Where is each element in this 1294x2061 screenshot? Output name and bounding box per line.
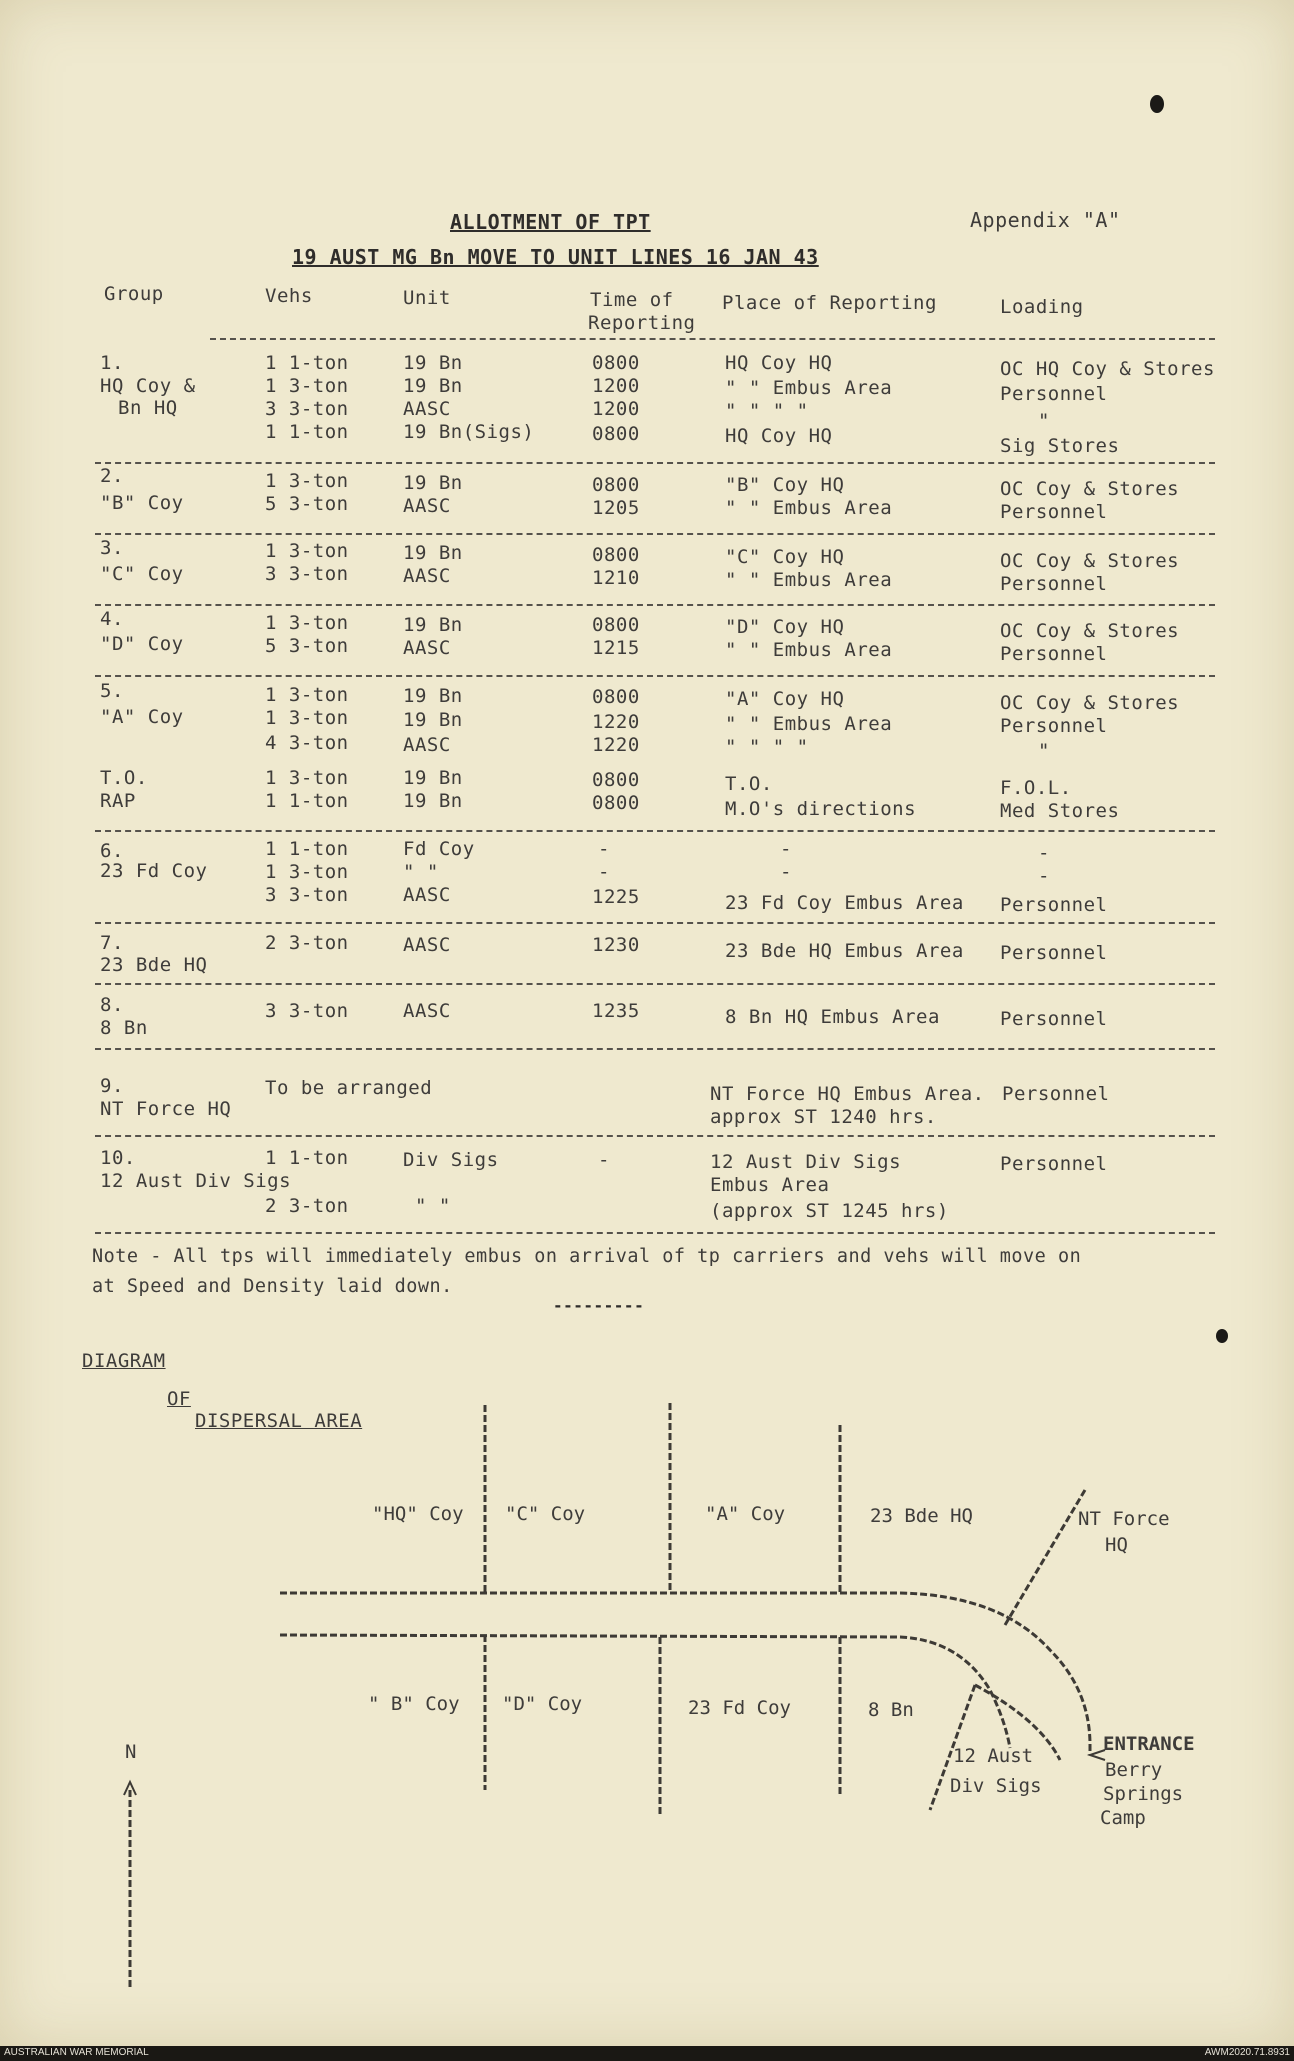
group-name: 8 Bn xyxy=(100,1017,148,1039)
place-cell: Embus Area xyxy=(710,1174,830,1196)
vehs-cell: 2 3-ton xyxy=(265,1195,349,1217)
unit-cell: AASC xyxy=(403,734,451,756)
place-cell: T.O. xyxy=(725,773,773,795)
column-header-group: Group xyxy=(104,283,164,305)
label-berry: Berry xyxy=(1105,1759,1163,1781)
place-cell: 23 Bde HQ Embus Area xyxy=(725,940,964,962)
label-hq-coy: "HQ" Coy xyxy=(372,1503,464,1525)
label-north: N xyxy=(125,1741,137,1763)
group-name: "D" Coy xyxy=(100,633,184,655)
time-cell: 0800 xyxy=(592,769,640,791)
label-a-coy: "A" Coy xyxy=(705,1503,786,1525)
column-header-unit: Unit xyxy=(403,287,451,309)
unit-cell: 19 Bn xyxy=(403,352,463,374)
group-number: 10. xyxy=(100,1147,136,1169)
group-number: T.O. xyxy=(100,767,148,789)
column-header-place: Place of Reporting xyxy=(722,292,937,314)
place-cell: " " " " xyxy=(725,400,809,422)
group-name: "B" Coy xyxy=(100,492,184,514)
vehs-cell: 1 3-ton xyxy=(265,684,349,706)
unit-cell: 19 Bn xyxy=(403,767,463,789)
unit-cell: " " xyxy=(403,861,439,883)
time-cell: 1235 xyxy=(592,1000,640,1022)
group-name: "A" Coy xyxy=(100,706,184,728)
label-nt-force: NT Force xyxy=(1078,1508,1170,1530)
group-name: "C" Coy xyxy=(100,563,184,585)
loading-cell: Personnel xyxy=(1000,715,1108,737)
loading-cell: Med Stores xyxy=(1000,800,1120,822)
loading-cell: Personnel xyxy=(1000,501,1108,523)
vehs-cell: 1 3-ton xyxy=(265,707,349,729)
loading-cell: OC Coy & Stores xyxy=(1000,692,1180,714)
vehs-cell: 5 3-ton xyxy=(265,635,349,657)
time-cell: 0800 xyxy=(592,614,640,636)
label-nt-force-hq: HQ xyxy=(1105,1534,1128,1556)
special-arrangement: To be arranged xyxy=(265,1077,433,1099)
vehs-cell: 1 3-ton xyxy=(265,375,349,397)
group-name: 12 Aust Div Sigs xyxy=(100,1170,292,1192)
vehs-cell: 1 1-ton xyxy=(265,1147,349,1169)
diagram-title: OF xyxy=(167,1388,191,1410)
place-cell: HQ Coy HQ xyxy=(725,425,833,447)
unit-cell: AASC xyxy=(403,934,451,956)
unit-cell: AASC xyxy=(403,398,451,420)
time-cell: 1225 xyxy=(592,886,640,908)
loading-cell: Personnel xyxy=(1000,1153,1108,1175)
time-cell: 1230 xyxy=(592,934,640,956)
group-name: 23 Bde HQ xyxy=(100,954,208,976)
loading-cell: - xyxy=(1038,842,1050,864)
document-subtitle: 19 AUST MG Bn MOVE TO UNIT LINES 16 JAN 43 xyxy=(292,245,819,269)
time-cell: 0800 xyxy=(592,792,640,814)
unit-cell: 19 Bn xyxy=(403,614,463,636)
loading-cell: OC Coy & Stores xyxy=(1000,550,1180,572)
unit-cell: AASC xyxy=(403,637,451,659)
vehs-cell: 1 3-ton xyxy=(265,767,349,789)
label-8-bn: 8 Bn xyxy=(868,1699,914,1721)
place-cell: " " Embus Area xyxy=(725,497,893,519)
column-header-loading: Loading xyxy=(1000,296,1084,318)
loading-cell: Personnel xyxy=(1002,1083,1110,1105)
vehs-cell: 1 1-ton xyxy=(265,838,349,860)
loading-cell: Personnel xyxy=(1000,383,1108,405)
time-cell: 1215 xyxy=(592,637,640,659)
appendix-label: Appendix "A" xyxy=(970,208,1121,232)
time-cell: 1205 xyxy=(592,497,640,519)
loading-cell: OC Coy & Stores xyxy=(1000,478,1180,500)
unit-cell: " " xyxy=(415,1195,451,1217)
label-camp: Camp xyxy=(1100,1807,1146,1829)
diagram-title: DIAGRAM xyxy=(82,1350,166,1372)
road-upper-edge xyxy=(280,1593,1090,1755)
unit-cell: Div Sigs xyxy=(403,1149,499,1171)
place-cell: - xyxy=(780,838,792,860)
time-cell: 0800 xyxy=(592,544,640,566)
label-entrance: ENTRANCE xyxy=(1103,1733,1195,1755)
group-number: 2. xyxy=(100,465,124,487)
place-cell: NT Force HQ Embus Area. xyxy=(710,1083,985,1105)
unit-cell: AASC xyxy=(403,495,451,517)
place-cell: " " Embus Area xyxy=(725,639,893,661)
column-header-time-2: Reporting xyxy=(588,312,696,334)
vehs-cell: 4 3-ton xyxy=(265,732,349,754)
place-cell: "A" Coy HQ xyxy=(725,688,845,710)
time-cell: - xyxy=(598,838,610,860)
vehs-cell: 3 3-ton xyxy=(265,563,349,585)
time-cell: 0800 xyxy=(592,423,640,445)
time-cell: 0800 xyxy=(592,474,640,496)
track-nt-force xyxy=(1005,1490,1085,1625)
note-separator: --------- xyxy=(553,1296,645,1315)
group-name: RAP xyxy=(100,790,136,812)
unit-cell: AASC xyxy=(403,1000,451,1022)
place-cell: " " Embus Area xyxy=(725,377,893,399)
group-name: HQ Coy & xyxy=(100,375,196,397)
group-name: Bn HQ xyxy=(118,397,178,419)
label-div-sigs: Div Sigs xyxy=(950,1775,1042,1797)
vehs-cell: 1 3-ton xyxy=(265,540,349,562)
place-cell: "B" Coy HQ xyxy=(725,474,845,496)
label-springs: Springs xyxy=(1103,1783,1184,1805)
footer-institution: AUSTRALIAN WAR MEMORIAL xyxy=(4,2047,149,2058)
label-d-coy: "D" Coy xyxy=(502,1693,583,1715)
document-title: ALLOTMENT OF TPT xyxy=(450,210,651,234)
loading-cell: F.O.L. xyxy=(1000,777,1072,799)
time-cell: - xyxy=(598,1149,610,1171)
time-cell: 1200 xyxy=(592,398,640,420)
vehs-cell: 3 3-ton xyxy=(265,884,349,906)
place-cell: (approx ST 1245 hrs) xyxy=(710,1200,949,1222)
loading-cell: OC HQ Coy & Stores xyxy=(1000,358,1215,380)
vehs-cell: 1 1-ton xyxy=(265,421,349,443)
archive-footer xyxy=(0,2046,1294,2061)
loading-cell: Sig Stores xyxy=(1000,435,1120,457)
loading-cell: Personnel xyxy=(1000,942,1108,964)
time-cell: 0800 xyxy=(592,352,640,374)
label-23-bde-hq: 23 Bde HQ xyxy=(870,1505,973,1527)
vehs-cell: 1 1-ton xyxy=(265,790,349,812)
group-number: 8. xyxy=(100,994,124,1016)
vehs-cell: 3 3-ton xyxy=(265,1000,349,1022)
column-header-vehs: Vehs xyxy=(265,285,313,307)
time-cell: 1200 xyxy=(592,375,640,397)
vehs-cell: 3 3-ton xyxy=(265,398,349,420)
road-lower-edge xyxy=(280,1635,1010,1748)
loading-cell: OC Coy & Stores xyxy=(1000,620,1180,642)
place-cell: " " Embus Area xyxy=(725,713,893,735)
loading-cell: Personnel xyxy=(1000,643,1108,665)
unit-cell: AASC xyxy=(403,884,451,906)
label-c-coy: "C" Coy xyxy=(505,1503,586,1525)
group-number: 5. xyxy=(100,680,124,702)
vehs-cell: 5 3-ton xyxy=(265,493,349,515)
unit-cell: AASC xyxy=(403,565,451,587)
footer-reference: AWM2020.71.8931 xyxy=(1204,2047,1290,2058)
place-cell: " " " " xyxy=(725,736,809,758)
label-23-fd-coy: 23 Fd Coy xyxy=(688,1697,791,1719)
place-cell: approx ST 1240 hrs. xyxy=(710,1106,937,1128)
place-cell: HQ Coy HQ xyxy=(725,352,833,374)
group-number: 7. xyxy=(100,932,124,954)
unit-cell: 19 Bn xyxy=(403,790,463,812)
unit-cell: 19 Bn xyxy=(403,709,463,731)
group-number: 4. xyxy=(100,608,124,630)
time-cell: 0800 xyxy=(592,686,640,708)
loading-cell: " xyxy=(1038,410,1050,432)
vehs-cell: 1 1-ton xyxy=(265,352,349,374)
loading-cell: Personnel xyxy=(1000,573,1108,595)
place-cell: - xyxy=(780,861,792,883)
note-text: Note - All tps will immediately embus on arrival of tp carriers and vehs will move on xyxy=(92,1246,1082,1267)
loading-cell: - xyxy=(1038,865,1050,887)
group-number: 9. xyxy=(100,1075,124,1097)
group-number: 1. xyxy=(100,352,124,374)
vehs-cell: 1 3-ton xyxy=(265,861,349,883)
place-cell: "D" Coy HQ xyxy=(725,616,845,638)
note-text: at Speed and Density laid down. xyxy=(92,1276,453,1297)
place-cell: 23 Fd Coy Embus Area xyxy=(725,892,964,914)
unit-cell: 19 Bn xyxy=(403,542,463,564)
loading-cell: Personnel xyxy=(1000,894,1108,916)
unit-cell: 19 Bn xyxy=(403,375,463,397)
time-cell: - xyxy=(598,861,610,883)
time-cell: 1220 xyxy=(592,711,640,733)
place-cell: M.O's directions xyxy=(725,798,917,820)
group-name: 23 Fd Coy xyxy=(100,860,208,882)
group-number: 6. xyxy=(100,840,124,862)
place-cell: 8 Bn HQ Embus Area xyxy=(725,1006,940,1028)
time-cell: 1210 xyxy=(592,567,640,589)
vehs-cell: 1 3-ton xyxy=(265,612,349,634)
column-header-time: Time of xyxy=(590,289,674,311)
unit-cell: 19 Bn xyxy=(403,685,463,707)
unit-cell: Fd Coy xyxy=(403,838,475,860)
place-cell: "C" Coy HQ xyxy=(725,546,845,568)
vehs-cell: 2 3-ton xyxy=(265,932,349,954)
label-12-aust: 12 Aust xyxy=(953,1745,1034,1767)
label-b-coy: " B" Coy xyxy=(368,1693,460,1715)
diagram-title: DISPERSAL AREA xyxy=(195,1410,363,1432)
unit-cell: 19 Bn xyxy=(403,472,463,494)
unit-cell: 19 Bn(Sigs) xyxy=(403,421,535,443)
place-cell: 12 Aust Div Sigs xyxy=(710,1151,902,1173)
place-cell: " " Embus Area xyxy=(725,569,893,591)
time-cell: 1220 xyxy=(592,734,640,756)
group-number: 3. xyxy=(100,537,124,559)
vehs-cell: 1 3-ton xyxy=(265,470,349,492)
loading-cell: Personnel xyxy=(1000,1008,1108,1030)
loading-cell: " xyxy=(1038,740,1050,762)
group-name: NT Force HQ xyxy=(100,1098,232,1120)
